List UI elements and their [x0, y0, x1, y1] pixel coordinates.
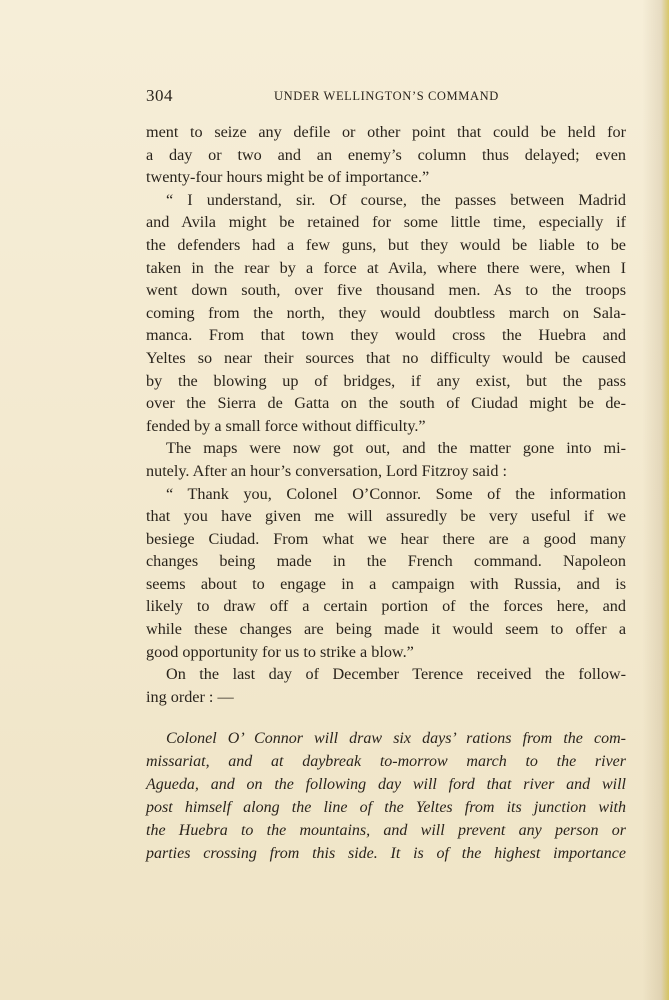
text-line: seems about to engage in a campaign with Russia, and is: [146, 574, 626, 593]
order-line: the Huebra to the mountains, and will prevent any person or: [146, 822, 626, 839]
text-line: the defenders had a few guns, but they would be liable to be: [146, 235, 626, 254]
page-header: [146, 86, 529, 110]
page-edge-shadow: [661, 0, 669, 1000]
text-line: changes being made in the French command. Napoleon: [146, 552, 626, 571]
text-line: by the blowing up of bridges, if any exist, but the pass: [146, 371, 626, 390]
text-line: good opportunity for us to strike a blow.”: [146, 642, 414, 661]
text-line: ment to seize any defile or other point that could be held for: [146, 123, 626, 141]
order-text: [146, 727, 626, 865]
body-text: [146, 121, 626, 708]
text-line: twenty-four hours might be of importance.”: [146, 168, 430, 187]
order-line: Colonel O’ Connor will draw six days’ rations from the com-: [166, 730, 626, 747]
text-line: nutely. After an hour’s conversation, Lord Fitzroy said :: [146, 461, 507, 480]
text-line: that you have given me will assuredly be very useful if we: [146, 507, 626, 526]
order-line: post himself along the line of the Yeltes from its junction with: [146, 799, 626, 816]
order-line: parties crossing from this side. It is of the highest importance: [146, 845, 626, 862]
text-line: while these changes are being made it would seem to offer a: [146, 620, 626, 639]
text-line: On the last day of December Terence received the follow-: [166, 665, 626, 684]
text-line: over the Sierra de Gatta on the south of Ciudad might be de-: [146, 394, 626, 413]
text-line: ing order : —: [146, 687, 234, 706]
text-line: manca. From that town they would cross the Huebra and: [146, 326, 626, 345]
text-line: Yeltes so near their sources that no difficulty would be caused: [146, 348, 626, 367]
text-line: a day or two and an enemy’s column thus delayed; even: [146, 145, 626, 164]
text-line: coming from the north, they would doubtless march on Sala-: [146, 303, 626, 322]
text-line: went down south, over five thousand men. As to the troops: [146, 281, 626, 300]
text-line: fended by a small force without difficulty.”: [146, 416, 426, 435]
text-line: besiege Ciudad. From what we hear there are a good many: [146, 529, 626, 548]
text-line: likely to draw off a certain portion of the forces here, and: [146, 597, 626, 616]
text-line: “ I understand, sir. Of course, the passes between Madrid: [166, 190, 626, 209]
running-head: UNDER WELLINGTON’S COMMAND: [274, 89, 499, 103]
text-line: taken in the rear by a force at Avila, where there were, when I: [146, 258, 626, 277]
order-line: Agueda, and on the following day will ford that river and will: [146, 776, 626, 793]
text-line: “ Thank you, Colonel O’Connor. Some of the information: [166, 484, 626, 503]
page-number: 304: [146, 86, 173, 105]
text-line: The maps were now got out, and the matter gone into mi-: [166, 439, 626, 458]
text-line: and Avila might be retained for some little time, especially if: [146, 213, 626, 232]
order-line: missariat, and at daybreak to-morrow march to the river: [146, 753, 626, 770]
